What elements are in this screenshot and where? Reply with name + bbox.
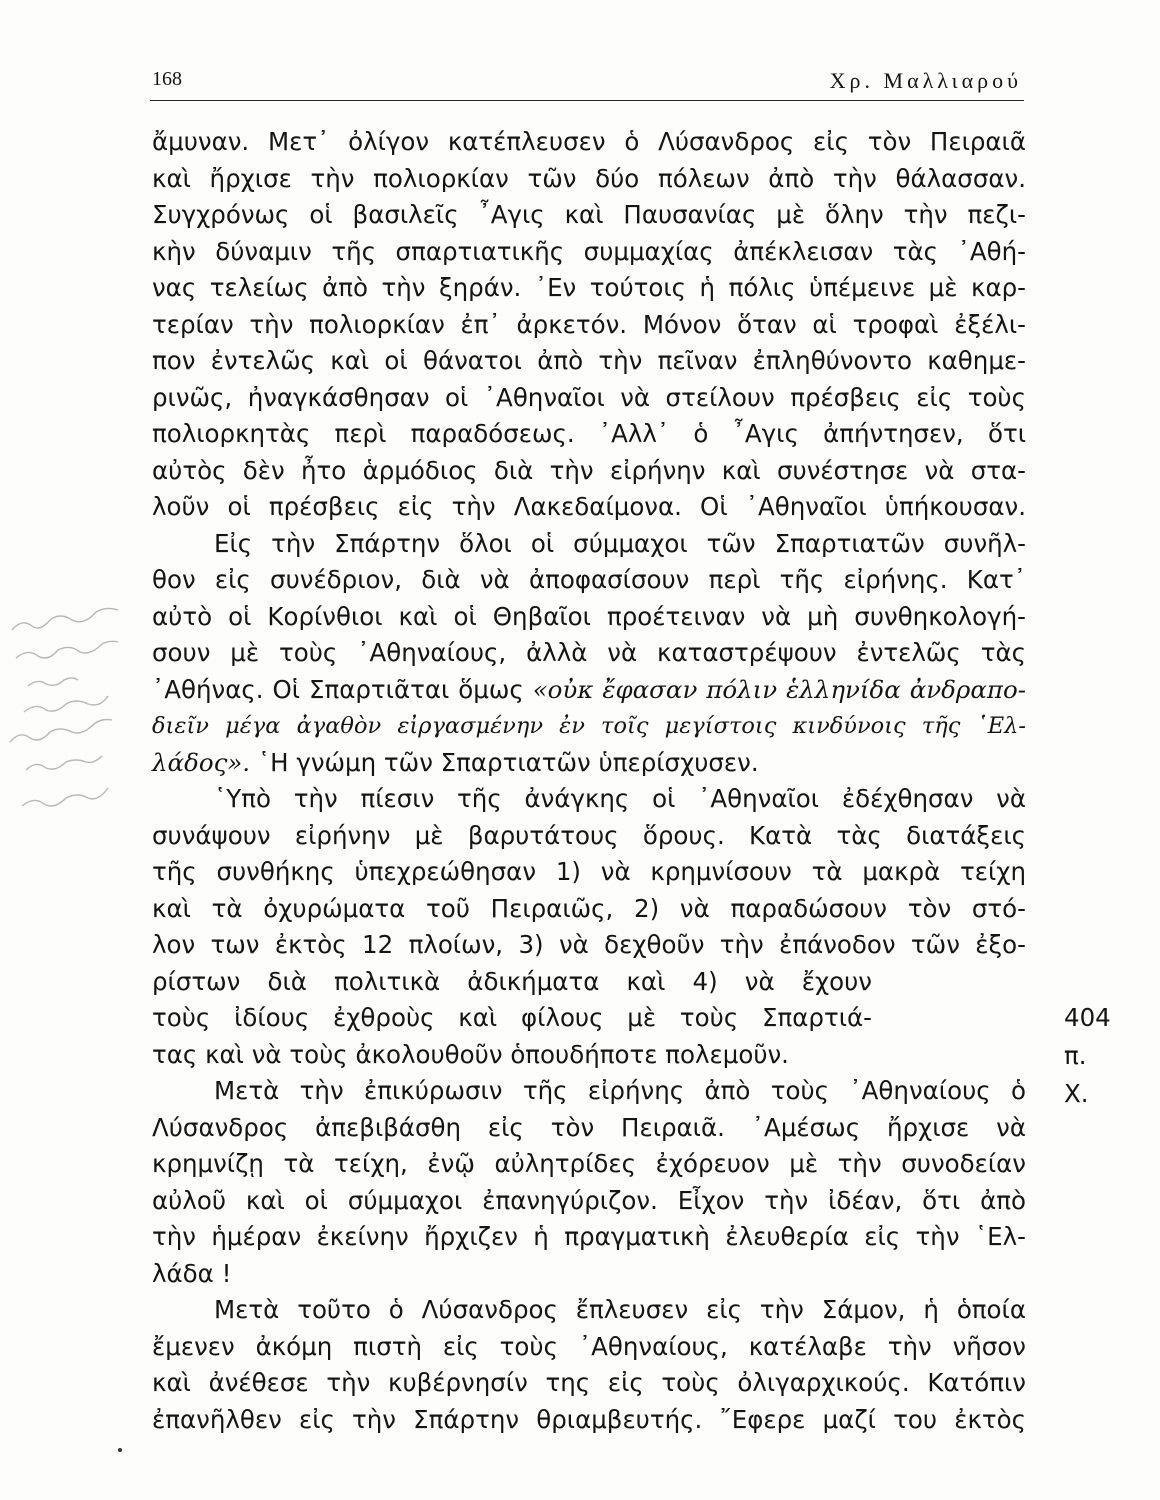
text-line: πον ἐντελῶς καὶ οἱ θάνατοι ἀπὸ τὴν πεῖναν ἐπληθύνοντο καθημε- — [152, 346, 1026, 375]
margin-year-note: 404 π. Χ. — [1064, 1003, 1111, 1108]
text-line: Εἰς τὴν Σπάρτην ὅλοι οἱ σύμμαχοι τῶν Σπαρτιατῶν συνῆλ- — [214, 528, 1026, 558]
running-head: Χρ. Μαλλιαρού — [829, 68, 1022, 93]
text-line: πολιορκητὰς περὶ παραδόσεως. ᾽Αλλ᾽ ὁ ῏Αγις ἀπήντησεν, ὅτι — [152, 419, 1026, 448]
text-line: ρίστων διὰ πολιτικὰ ἀδικήματα καὶ 4) νὰ ἔχουν — [152, 966, 872, 996]
text-line — [152, 671, 1026, 709]
text-line: ἄμυναν. Μετ᾽ ὀλίγον κατέπλευσεν ὁ Λύσανδρος εἰς τὸν Πειραιᾶ — [152, 127, 1026, 156]
ink-speck — [118, 1448, 122, 1452]
text-line: καὶ ἤρχισε τὴν πολιορκίαν τῶν δύο πόλεων ἀπὸ τὴν θάλασσαν. — [152, 163, 1026, 193]
text-line: νας τελείως ἀπὸ τὴν ξηράν. ᾽Εν τούτοις ἡ πόλις ὑπέμεινε μὲ καρ- — [152, 273, 1026, 302]
text-line: Λύσανδρος ἀπεβιβάσθη εἰς τὸν Πειραιᾶ. ᾽Αμέσως ἤρχισε νὰ — [152, 1112, 1026, 1142]
thucydides-quote-end: λάδος». — [152, 747, 251, 777]
text-line: αὐλοῦ καὶ οἱ σύμμαχοι ἐπανηγύριζον. Εἶχον τὴν ἰδέαν, ὅτι ἀπὸ — [152, 1185, 1026, 1215]
page-header — [152, 68, 1022, 102]
text-line: καὶ ἀνέθεσε τὴν κυβέρνησίν της εἰς τοὺς ὀλιγαρχικούς. Κατόπιν — [152, 1368, 1026, 1397]
page-number: 168 — [152, 68, 182, 90]
text-line: ῾Υπὸ τὴν πίεσιν τῆς ἀνάγκης οἱ ᾽Αθηναῖοι ἐδέχθησαν νὰ — [214, 784, 1026, 813]
text-line: Μετὰ τὴν ἐπικύρωσιν τῆς εἰρήνης ἀπὸ τοὺς ᾽Αθηναίους ὁ — [214, 1076, 1026, 1105]
thucydides-quote-line: διεῖν μέγα ἀγαθὸν εἰργασμένην ἐν τοῖς μεγίστοις κινδύνοις τῆς ῾Ελ- — [152, 713, 1026, 739]
text-line: ἔμενεν ἀκόμη πιστὴ εἰς τοὺς ᾽Αθηναίους, κατέλαβε τὴν νῆσον — [152, 1331, 1026, 1361]
quote-suffix: ῾Η γνώμη τῶν Σπαρτιατῶν ὑπερίσχυσεν. — [250, 747, 759, 777]
quote-prefix: ᾽Αθήνας. Οἱ Σπαρτιᾶται ὅμως — [152, 674, 533, 704]
text-line — [152, 744, 1026, 782]
text-line: κρημνίζῃ τὰ τείχη, ἐνῷ αὐλητρίδες ἐχόρευον μὲ τὴν συνοδείαν — [152, 1149, 1026, 1178]
text-line: καὶ τὰ ὀχυρώματα τοῦ Πειραιῶς, 2) νὰ παραδώσουν τὸν στό- — [152, 893, 1026, 923]
text-line: τερίαν τὴν πολιορκίαν ἐπ᾽ ἀρκετόν. Μόνον ὅταν αἱ τροφαὶ ἐξέλι- — [152, 309, 1026, 339]
text-line: λάδα ! — [152, 1258, 232, 1288]
handwritten-margin-notes — [4, 600, 164, 840]
text-line: τὴν ἡμέραν ἐκείνην ἤρχιζεν ἡ πραγματικὴ ἐλευθερία εἰς τὴν ῾Ελ- — [152, 1222, 1026, 1251]
text-line: τῆς συνθήκης ὑπεχρεώθησαν 1) νὰ κρημνίσουν τὰ μακρὰ τείχη — [152, 857, 1026, 886]
thucydides-quote: «οὐκ ἔφασαν πόλιν ἑλληνίδα ἀνδραπο- — [532, 674, 1027, 704]
text-line: συνάψουν εἰρήνην μὲ βαρυτάτους ὅρους. Κατὰ τὰς διατάξεις — [152, 820, 1026, 850]
text-line: κὴν δύναμιν τῆς σπαρτιατικῆς συμμαχίας ἀπέκλεισαν τὰς ᾽Αθή- — [152, 236, 1026, 266]
text-line: σουν μὲ τοὺς ᾽Αθηναίους, ἀλλὰ νὰ καταστρέψουν ἐντελῶς τὰς — [152, 638, 1026, 667]
text-line: Μετὰ τοῦτο ὁ Λύσανδρος ἔπλευσεν εἰς τὴν Σάμον, ἡ ὁποία — [214, 1295, 1026, 1324]
text-line: θον εἰς συνέδριον, διὰ νὰ ἀποφασίσουν περὶ τῆς εἰρήνης. Κατ᾽ — [152, 565, 1026, 594]
text-line: Συγχρόνως οἱ βασιλεῖς ῏Αγις καὶ Παυσανίας μὲ ὅλην τὴν πεζι- — [152, 200, 1026, 229]
text-line: λοῦν οἱ πρέσβεις εἰς τὴν Λακεδαίμονα. Οἱ ᾽Αθηναῖοι ὑπήκουσαν. — [152, 492, 1026, 521]
text-line: λον των ἐκτὸς 12 πλοίων, 3) νὰ δεχθοῦν τὴν ἐπάνοδον τῶν ἐξο- — [152, 930, 1026, 959]
text-line: αὐτὸς δὲν ἦτο ἁρμόδιος διὰ τὴν εἰρήνην καὶ συνέστησε νὰ στα- — [152, 455, 1026, 485]
text-line: τας καὶ νὰ τοὺς ἀκολουθοῦν ὁπουδήποτε πολεμοῦν. — [152, 1039, 789, 1069]
text-line: ρινῶς, ἠναγκάσθησαν οἱ ᾽Αθηναῖοι νὰ στείλουν πρέσβεις εἰς τοὺς — [152, 382, 1026, 412]
text-line: αὐτὸ οἱ Κορίνθιοι καὶ οἱ Θηβαῖοι προέτειναν νὰ μὴ συνθηκολογή- — [152, 601, 1026, 631]
text-line: τοὺς ἰδίους ἐχθροὺς καὶ φίλους μὲ τοὺς Σπαρτιά- — [152, 1003, 872, 1032]
text-line: ἐπανῆλθεν εἰς τὴν Σπάρτην θριαμβευτής. ῎Εφερε μαζί του ἐκτὸς — [152, 1404, 1026, 1434]
header-rule — [150, 100, 1024, 101]
